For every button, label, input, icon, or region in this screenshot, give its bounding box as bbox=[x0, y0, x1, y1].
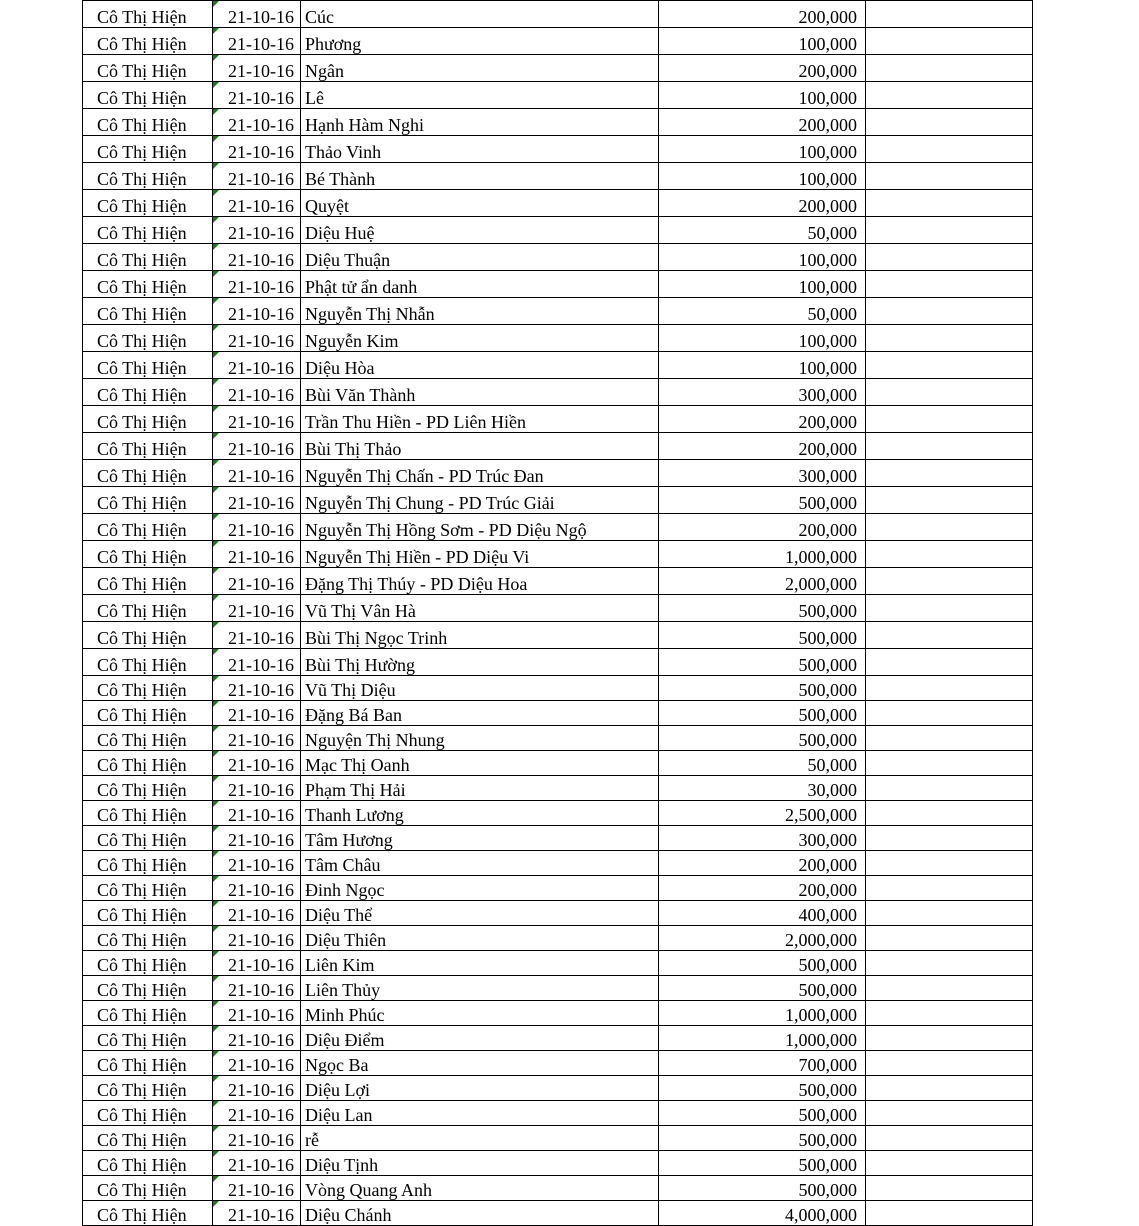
amount-cell[interactable]: 700,000 bbox=[659, 1051, 866, 1076]
date-cell[interactable]: 21-10-16 bbox=[213, 1201, 301, 1226]
collector-cell[interactable]: Cô Thị Hiện bbox=[83, 649, 213, 676]
table-row[interactable] bbox=[83, 1051, 1033, 1076]
donor-name-cell[interactable]: Bùi Văn Thành bbox=[301, 379, 659, 406]
amount-cell[interactable]: 50,000 bbox=[659, 217, 866, 244]
donor-name-cell[interactable]: Cúc bbox=[301, 1, 659, 28]
table-row[interactable] bbox=[83, 1201, 1033, 1226]
date-cell[interactable]: 21-10-16 bbox=[213, 726, 301, 751]
donor-name-cell[interactable]: Hạnh Hàm Nghi bbox=[301, 109, 659, 136]
note-cell[interactable] bbox=[866, 325, 1033, 352]
date-cell[interactable]: 21-10-16 bbox=[213, 352, 301, 379]
collector-cell[interactable]: Cô Thị Hiện bbox=[83, 433, 213, 460]
table-row[interactable] bbox=[83, 163, 1033, 190]
donor-name-cell[interactable]: Mạc Thị Oanh bbox=[301, 751, 659, 776]
date-cell[interactable]: 21-10-16 bbox=[213, 1151, 301, 1176]
note-cell[interactable] bbox=[866, 1176, 1033, 1201]
collector-cell[interactable]: Cô Thị Hiện bbox=[83, 460, 213, 487]
collector-cell[interactable]: Cô Thị Hiện bbox=[83, 487, 213, 514]
amount-cell[interactable]: 500,000 bbox=[659, 1126, 866, 1151]
table-row[interactable] bbox=[83, 487, 1033, 514]
amount-cell[interactable]: 2,000,000 bbox=[659, 568, 866, 595]
amount-cell[interactable]: 500,000 bbox=[659, 1076, 866, 1101]
date-cell[interactable]: 21-10-16 bbox=[213, 1, 301, 28]
note-cell[interactable] bbox=[866, 676, 1033, 701]
collector-cell[interactable]: Cô Thị Hiện bbox=[83, 109, 213, 136]
donor-name-cell[interactable]: Lê bbox=[301, 82, 659, 109]
date-cell[interactable]: 21-10-16 bbox=[213, 28, 301, 55]
date-cell[interactable]: 21-10-16 bbox=[213, 622, 301, 649]
table-row[interactable] bbox=[83, 595, 1033, 622]
note-cell[interactable] bbox=[866, 352, 1033, 379]
collector-cell[interactable]: Cô Thị Hiện bbox=[83, 951, 213, 976]
collector-cell[interactable]: Cô Thị Hiện bbox=[83, 1076, 213, 1101]
amount-cell[interactable]: 2,500,000 bbox=[659, 801, 866, 826]
amount-cell[interactable]: 500,000 bbox=[659, 1176, 866, 1201]
amount-cell[interactable]: 500,000 bbox=[659, 595, 866, 622]
table-row[interactable] bbox=[83, 1026, 1033, 1051]
date-cell[interactable]: 21-10-16 bbox=[213, 190, 301, 217]
date-cell[interactable]: 21-10-16 bbox=[213, 1051, 301, 1076]
note-cell[interactable] bbox=[866, 1026, 1033, 1051]
table-row[interactable] bbox=[83, 1176, 1033, 1201]
donor-name-cell[interactable]: Diệu Thể bbox=[301, 901, 659, 926]
collector-cell[interactable]: Cô Thị Hiện bbox=[83, 676, 213, 701]
donor-name-cell[interactable]: Diệu Lợi bbox=[301, 1076, 659, 1101]
note-cell[interactable] bbox=[866, 298, 1033, 325]
date-cell[interactable]: 21-10-16 bbox=[213, 514, 301, 541]
amount-cell[interactable]: 200,000 bbox=[659, 1, 866, 28]
date-cell[interactable]: 21-10-16 bbox=[213, 701, 301, 726]
note-cell[interactable] bbox=[866, 1076, 1033, 1101]
table-row[interactable] bbox=[83, 851, 1033, 876]
donor-name-cell[interactable]: Phương bbox=[301, 28, 659, 55]
donor-name-cell[interactable]: Diệu Thuận bbox=[301, 244, 659, 271]
table-row[interactable] bbox=[83, 676, 1033, 701]
collector-cell[interactable]: Cô Thị Hiện bbox=[83, 726, 213, 751]
table-row[interactable] bbox=[83, 298, 1033, 325]
collector-cell[interactable]: Cô Thị Hiện bbox=[83, 826, 213, 851]
amount-cell[interactable]: 1,000,000 bbox=[659, 541, 866, 568]
amount-cell[interactable]: 500,000 bbox=[659, 726, 866, 751]
date-cell[interactable]: 21-10-16 bbox=[213, 82, 301, 109]
amount-cell[interactable]: 300,000 bbox=[659, 460, 866, 487]
table-row[interactable] bbox=[83, 951, 1033, 976]
note-cell[interactable] bbox=[866, 109, 1033, 136]
amount-cell[interactable]: 500,000 bbox=[659, 676, 866, 701]
amount-cell[interactable]: 30,000 bbox=[659, 776, 866, 801]
note-cell[interactable] bbox=[866, 190, 1033, 217]
amount-cell[interactable]: 400,000 bbox=[659, 901, 866, 926]
donor-name-cell[interactable]: Phật tử ẩn danh bbox=[301, 271, 659, 298]
table-row[interactable] bbox=[83, 541, 1033, 568]
amount-cell[interactable]: 200,000 bbox=[659, 851, 866, 876]
donor-name-cell[interactable]: Nguyễn Thị Chấn - PD Trúc Đan bbox=[301, 460, 659, 487]
table-row[interactable] bbox=[83, 109, 1033, 136]
date-cell[interactable]: 21-10-16 bbox=[213, 1076, 301, 1101]
donor-name-cell[interactable]: Bùi Thị Hường bbox=[301, 649, 659, 676]
collector-cell[interactable]: Cô Thị Hiện bbox=[83, 406, 213, 433]
collector-cell[interactable]: Cô Thị Hiện bbox=[83, 217, 213, 244]
donor-name-cell[interactable]: Diệu Lan bbox=[301, 1101, 659, 1126]
collector-cell[interactable]: Cô Thị Hiện bbox=[83, 541, 213, 568]
collector-cell[interactable]: Cô Thị Hiện bbox=[83, 1, 213, 28]
collector-cell[interactable]: Cô Thị Hiện bbox=[83, 701, 213, 726]
note-cell[interactable] bbox=[866, 433, 1033, 460]
date-cell[interactable]: 21-10-16 bbox=[213, 109, 301, 136]
collector-cell[interactable]: Cô Thị Hiện bbox=[83, 901, 213, 926]
amount-cell[interactable]: 200,000 bbox=[659, 433, 866, 460]
donor-name-cell[interactable]: Diệu Tịnh bbox=[301, 1151, 659, 1176]
donor-name-cell[interactable]: Thảo Vinh bbox=[301, 136, 659, 163]
table-row[interactable] bbox=[83, 649, 1033, 676]
amount-cell[interactable]: 4,000,000 bbox=[659, 1201, 866, 1226]
date-cell[interactable]: 21-10-16 bbox=[213, 801, 301, 826]
donor-name-cell[interactable]: Diệu Hòa bbox=[301, 352, 659, 379]
note-cell[interactable] bbox=[866, 595, 1033, 622]
note-cell[interactable] bbox=[866, 1101, 1033, 1126]
donor-name-cell[interactable]: Đặng Bá Ban bbox=[301, 701, 659, 726]
note-cell[interactable] bbox=[866, 751, 1033, 776]
donor-name-cell[interactable]: Tâm Châu bbox=[301, 851, 659, 876]
donor-name-cell[interactable]: Nguyện Thị Nhung bbox=[301, 726, 659, 751]
note-cell[interactable] bbox=[866, 406, 1033, 433]
amount-cell[interactable]: 100,000 bbox=[659, 325, 866, 352]
table-row[interactable] bbox=[83, 826, 1033, 851]
collector-cell[interactable]: Cô Thị Hiện bbox=[83, 1051, 213, 1076]
date-cell[interactable]: 21-10-16 bbox=[213, 876, 301, 901]
collector-cell[interactable]: Cô Thị Hiện bbox=[83, 82, 213, 109]
note-cell[interactable] bbox=[866, 1151, 1033, 1176]
date-cell[interactable]: 21-10-16 bbox=[213, 55, 301, 82]
date-cell[interactable]: 21-10-16 bbox=[213, 433, 301, 460]
note-cell[interactable] bbox=[866, 726, 1033, 751]
date-cell[interactable]: 21-10-16 bbox=[213, 1026, 301, 1051]
donor-name-cell[interactable]: Diệu Huệ bbox=[301, 217, 659, 244]
donor-name-cell[interactable]: Trần Thu Hiền - PD Liên Hiền bbox=[301, 406, 659, 433]
table-row[interactable] bbox=[83, 726, 1033, 751]
note-cell[interactable] bbox=[866, 1001, 1033, 1026]
donor-name-cell[interactable]: Ngân bbox=[301, 55, 659, 82]
table-row[interactable] bbox=[83, 776, 1033, 801]
collector-cell[interactable]: Cô Thị Hiện bbox=[83, 622, 213, 649]
amount-cell[interactable]: 100,000 bbox=[659, 271, 866, 298]
date-cell[interactable]: 21-10-16 bbox=[213, 271, 301, 298]
date-cell[interactable]: 21-10-16 bbox=[213, 976, 301, 1001]
collector-cell[interactable]: Cô Thị Hiện bbox=[83, 568, 213, 595]
amount-cell[interactable]: 500,000 bbox=[659, 976, 866, 1001]
collector-cell[interactable]: Cô Thị Hiện bbox=[83, 1151, 213, 1176]
collector-cell[interactable]: Cô Thị Hiện bbox=[83, 851, 213, 876]
amount-cell[interactable]: 100,000 bbox=[659, 136, 866, 163]
note-cell[interactable] bbox=[866, 1051, 1033, 1076]
note-cell[interactable] bbox=[866, 568, 1033, 595]
date-cell[interactable]: 21-10-16 bbox=[213, 406, 301, 433]
amount-cell[interactable]: 500,000 bbox=[659, 1101, 866, 1126]
note-cell[interactable] bbox=[866, 826, 1033, 851]
amount-cell[interactable]: 1,000,000 bbox=[659, 1001, 866, 1026]
donor-name-cell[interactable]: Bùi Thị Thảo bbox=[301, 433, 659, 460]
table-row[interactable] bbox=[83, 751, 1033, 776]
table-row[interactable] bbox=[83, 379, 1033, 406]
collector-cell[interactable]: Cô Thị Hiện bbox=[83, 1101, 213, 1126]
amount-cell[interactable]: 500,000 bbox=[659, 622, 866, 649]
collector-cell[interactable]: Cô Thị Hiện bbox=[83, 55, 213, 82]
amount-cell[interactable]: 100,000 bbox=[659, 28, 866, 55]
amount-cell[interactable]: 200,000 bbox=[659, 876, 866, 901]
note-cell[interactable] bbox=[866, 487, 1033, 514]
table-row[interactable] bbox=[83, 1, 1033, 28]
amount-cell[interactable]: 200,000 bbox=[659, 109, 866, 136]
donor-name-cell[interactable]: Đinh Ngọc bbox=[301, 876, 659, 901]
table-row[interactable] bbox=[83, 514, 1033, 541]
amount-cell[interactable]: 500,000 bbox=[659, 1151, 866, 1176]
date-cell[interactable]: 21-10-16 bbox=[213, 751, 301, 776]
table-row[interactable] bbox=[83, 190, 1033, 217]
note-cell[interactable] bbox=[866, 1, 1033, 28]
donor-name-cell[interactable]: Liên Thủy bbox=[301, 976, 659, 1001]
note-cell[interactable] bbox=[866, 951, 1033, 976]
collector-cell[interactable]: Cô Thị Hiện bbox=[83, 976, 213, 1001]
table-row[interactable] bbox=[83, 901, 1033, 926]
collector-cell[interactable]: Cô Thị Hiện bbox=[83, 595, 213, 622]
donor-name-cell[interactable]: Minh Phúc bbox=[301, 1001, 659, 1026]
amount-cell[interactable]: 300,000 bbox=[659, 379, 866, 406]
amount-cell[interactable]: 50,000 bbox=[659, 751, 866, 776]
amount-cell[interactable]: 200,000 bbox=[659, 190, 866, 217]
date-cell[interactable]: 21-10-16 bbox=[213, 325, 301, 352]
amount-cell[interactable]: 200,000 bbox=[659, 406, 866, 433]
collector-cell[interactable]: Cô Thị Hiện bbox=[83, 876, 213, 901]
date-cell[interactable]: 21-10-16 bbox=[213, 1126, 301, 1151]
date-cell[interactable]: 21-10-16 bbox=[213, 487, 301, 514]
date-cell[interactable]: 21-10-16 bbox=[213, 568, 301, 595]
collector-cell[interactable]: Cô Thị Hiện bbox=[83, 1176, 213, 1201]
note-cell[interactable] bbox=[866, 55, 1033, 82]
table-row[interactable] bbox=[83, 568, 1033, 595]
date-cell[interactable]: 21-10-16 bbox=[213, 776, 301, 801]
date-cell[interactable]: 21-10-16 bbox=[213, 826, 301, 851]
note-cell[interactable] bbox=[866, 649, 1033, 676]
amount-cell[interactable]: 100,000 bbox=[659, 244, 866, 271]
collector-cell[interactable]: Cô Thị Hiện bbox=[83, 190, 213, 217]
donation-table bbox=[82, 0, 1033, 1226]
table-row[interactable] bbox=[83, 701, 1033, 726]
donor-name-cell[interactable]: Nguyễn Thị Hiền - PD Diệu Vi bbox=[301, 541, 659, 568]
table-row[interactable] bbox=[83, 55, 1033, 82]
amount-cell[interactable]: 500,000 bbox=[659, 649, 866, 676]
date-cell[interactable]: 21-10-16 bbox=[213, 1101, 301, 1126]
amount-cell[interactable]: 1,000,000 bbox=[659, 1026, 866, 1051]
table-row[interactable] bbox=[83, 136, 1033, 163]
date-cell[interactable]: 21-10-16 bbox=[213, 136, 301, 163]
amount-cell[interactable]: 100,000 bbox=[659, 352, 866, 379]
date-cell[interactable]: 21-10-16 bbox=[213, 951, 301, 976]
note-cell[interactable] bbox=[866, 901, 1033, 926]
collector-cell[interactable]: Cô Thị Hiện bbox=[83, 136, 213, 163]
donor-name-cell[interactable]: Vũ Thị Diệu bbox=[301, 676, 659, 701]
note-cell[interactable] bbox=[866, 622, 1033, 649]
date-cell[interactable]: 21-10-16 bbox=[213, 595, 301, 622]
date-cell[interactable]: 21-10-16 bbox=[213, 851, 301, 876]
table-row[interactable] bbox=[83, 622, 1033, 649]
note-cell[interactable] bbox=[866, 379, 1033, 406]
table-row[interactable] bbox=[83, 325, 1033, 352]
collector-cell[interactable]: Cô Thị Hiện bbox=[83, 1201, 213, 1226]
table-row[interactable] bbox=[83, 876, 1033, 901]
note-cell[interactable] bbox=[866, 776, 1033, 801]
table-row[interactable] bbox=[83, 271, 1033, 298]
donor-name-cell[interactable]: Diệu Thiên bbox=[301, 926, 659, 951]
note-cell[interactable] bbox=[866, 926, 1033, 951]
date-cell[interactable]: 21-10-16 bbox=[213, 1176, 301, 1201]
date-cell[interactable]: 21-10-16 bbox=[213, 298, 301, 325]
collector-cell[interactable]: Cô Thị Hiện bbox=[83, 244, 213, 271]
note-cell[interactable] bbox=[866, 82, 1033, 109]
collector-cell[interactable]: Cô Thị Hiện bbox=[83, 1001, 213, 1026]
donor-name-cell[interactable]: Thanh Lương bbox=[301, 801, 659, 826]
collector-cell[interactable]: Cô Thị Hiện bbox=[83, 776, 213, 801]
donor-name-cell[interactable]: Phạm Thị Hải bbox=[301, 776, 659, 801]
date-cell[interactable]: 21-10-16 bbox=[213, 379, 301, 406]
table-row[interactable] bbox=[83, 406, 1033, 433]
donor-name-cell[interactable]: Nguyễn Thị Hồng Sơm - PD Diệu Ngộ bbox=[301, 514, 659, 541]
note-cell[interactable] bbox=[866, 514, 1033, 541]
date-cell[interactable]: 21-10-16 bbox=[213, 541, 301, 568]
donor-name-cell[interactable]: Vòng Quang Anh bbox=[301, 1176, 659, 1201]
table-row[interactable] bbox=[83, 352, 1033, 379]
note-cell[interactable] bbox=[866, 163, 1033, 190]
donor-name-cell[interactable]: Bé Thành bbox=[301, 163, 659, 190]
date-cell[interactable]: 21-10-16 bbox=[213, 244, 301, 271]
note-cell[interactable] bbox=[866, 136, 1033, 163]
donor-name-cell[interactable]: Quyệt bbox=[301, 190, 659, 217]
date-cell[interactable]: 21-10-16 bbox=[213, 217, 301, 244]
date-cell[interactable]: 21-10-16 bbox=[213, 1001, 301, 1026]
donor-name-cell[interactable]: Nguyễn Thị Chung - PD Trúc Giải bbox=[301, 487, 659, 514]
amount-cell[interactable]: 200,000 bbox=[659, 514, 866, 541]
date-cell[interactable]: 21-10-16 bbox=[213, 901, 301, 926]
collector-cell[interactable]: Cô Thị Hiện bbox=[83, 801, 213, 826]
collector-cell[interactable]: Cô Thị Hiện bbox=[83, 325, 213, 352]
amount-cell[interactable]: 500,000 bbox=[659, 487, 866, 514]
collector-cell[interactable]: Cô Thị Hiện bbox=[83, 163, 213, 190]
note-cell[interactable] bbox=[866, 460, 1033, 487]
date-cell[interactable]: 21-10-16 bbox=[213, 676, 301, 701]
donation-table-body bbox=[83, 1, 1033, 1226]
date-cell[interactable]: 21-10-16 bbox=[213, 649, 301, 676]
donor-name-cell[interactable]: Nguyễn Kim bbox=[301, 325, 659, 352]
table-row[interactable] bbox=[83, 1001, 1033, 1026]
amount-cell[interactable]: 300,000 bbox=[659, 826, 866, 851]
donor-name-cell[interactable]: Diệu Điểm bbox=[301, 1026, 659, 1051]
note-cell[interactable] bbox=[866, 851, 1033, 876]
table-row[interactable] bbox=[83, 460, 1033, 487]
table-row[interactable] bbox=[83, 1101, 1033, 1126]
note-cell[interactable] bbox=[866, 876, 1033, 901]
collector-cell[interactable]: Cô Thị Hiện bbox=[83, 379, 213, 406]
amount-cell[interactable]: 500,000 bbox=[659, 951, 866, 976]
collector-cell[interactable]: Cô Thị Hiện bbox=[83, 271, 213, 298]
note-cell[interactable] bbox=[866, 244, 1033, 271]
donor-name-cell[interactable]: Ngọc Ba bbox=[301, 1051, 659, 1076]
collector-cell[interactable]: Cô Thị Hiện bbox=[83, 1026, 213, 1051]
amount-cell[interactable]: 500,000 bbox=[659, 701, 866, 726]
amount-cell[interactable]: 2,000,000 bbox=[659, 926, 866, 951]
note-cell[interactable] bbox=[866, 976, 1033, 1001]
note-cell[interactable] bbox=[866, 801, 1033, 826]
donor-name-cell[interactable]: Diệu Chánh bbox=[301, 1201, 659, 1226]
collector-cell[interactable]: Cô Thị Hiện bbox=[83, 926, 213, 951]
collector-cell[interactable]: Cô Thị Hiện bbox=[83, 1126, 213, 1151]
donor-name-cell[interactable]: Bùi Thị Ngọc Trinh bbox=[301, 622, 659, 649]
table-row[interactable] bbox=[83, 926, 1033, 951]
table-row[interactable] bbox=[83, 433, 1033, 460]
amount-cell[interactable]: 100,000 bbox=[659, 82, 866, 109]
date-cell[interactable]: 21-10-16 bbox=[213, 926, 301, 951]
amount-cell[interactable]: 100,000 bbox=[659, 163, 866, 190]
note-cell[interactable] bbox=[866, 701, 1033, 726]
note-cell[interactable] bbox=[866, 1126, 1033, 1151]
table-row[interactable] bbox=[83, 244, 1033, 271]
table-row[interactable] bbox=[83, 976, 1033, 1001]
donor-name-cell[interactable]: Nguyễn Thị Nhẫn bbox=[301, 298, 659, 325]
note-cell[interactable] bbox=[866, 541, 1033, 568]
table-row[interactable] bbox=[83, 801, 1033, 826]
note-cell[interactable] bbox=[866, 1201, 1033, 1226]
date-cell[interactable]: 21-10-16 bbox=[213, 460, 301, 487]
collector-cell[interactable]: Cô Thị Hiện bbox=[83, 751, 213, 776]
amount-cell[interactable]: 200,000 bbox=[659, 55, 866, 82]
amount-cell[interactable]: 50,000 bbox=[659, 298, 866, 325]
table-row[interactable] bbox=[83, 1076, 1033, 1101]
table-row[interactable] bbox=[83, 28, 1033, 55]
note-cell[interactable] bbox=[866, 271, 1033, 298]
donor-name-cell[interactable]: rễ bbox=[301, 1126, 659, 1151]
note-cell[interactable] bbox=[866, 28, 1033, 55]
note-cell[interactable] bbox=[866, 217, 1033, 244]
donor-name-cell[interactable]: Liên Kim bbox=[301, 951, 659, 976]
table-row[interactable] bbox=[83, 217, 1033, 244]
table-row[interactable] bbox=[83, 1126, 1033, 1151]
donor-name-cell[interactable]: Tâm Hương bbox=[301, 826, 659, 851]
donor-name-cell[interactable]: Vũ Thị Vân Hà bbox=[301, 595, 659, 622]
donor-name-cell[interactable]: Đặng Thị Thúy - PD Diệu Hoa bbox=[301, 568, 659, 595]
table-row[interactable] bbox=[83, 82, 1033, 109]
collector-cell[interactable]: Cô Thị Hiện bbox=[83, 298, 213, 325]
collector-cell[interactable]: Cô Thị Hiện bbox=[83, 28, 213, 55]
date-cell[interactable]: 21-10-16 bbox=[213, 163, 301, 190]
collector-cell[interactable]: Cô Thị Hiện bbox=[83, 352, 213, 379]
table-row[interactable] bbox=[83, 1151, 1033, 1176]
collector-cell[interactable]: Cô Thị Hiện bbox=[83, 514, 213, 541]
